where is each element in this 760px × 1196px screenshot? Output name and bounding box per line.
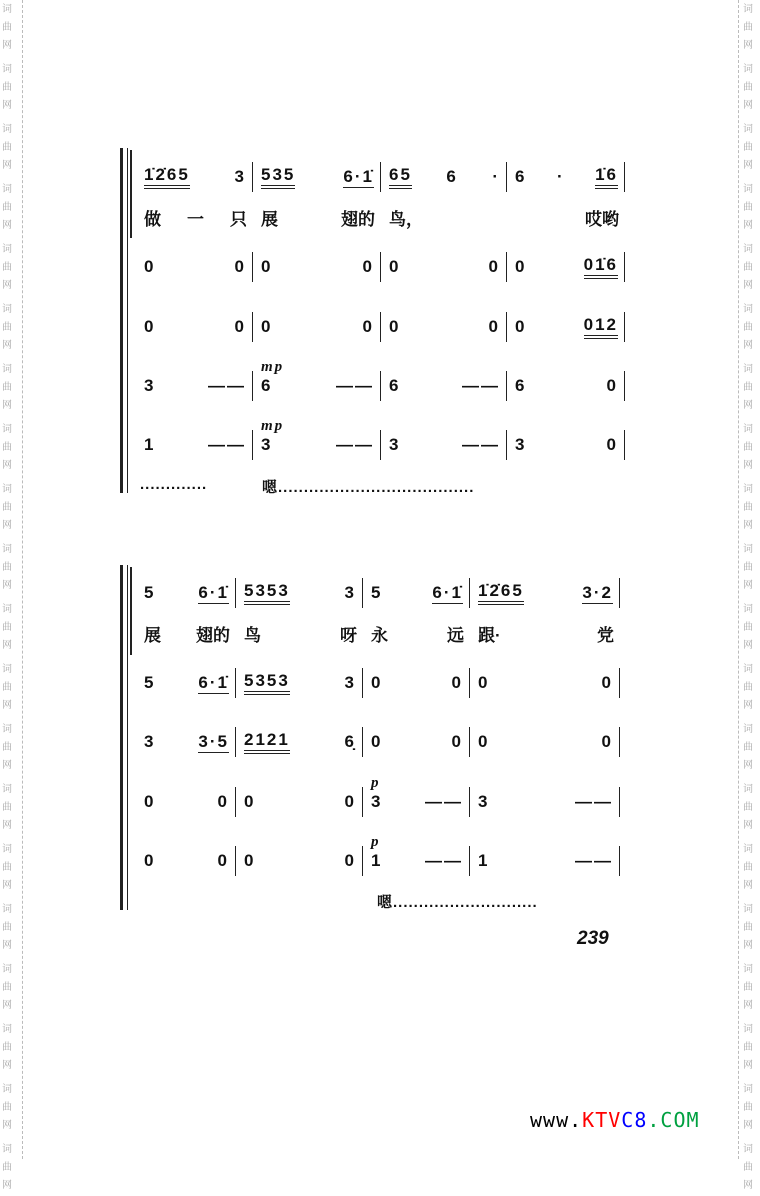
lyric-word: 鸟， xyxy=(389,209,423,229)
watermark-char: 词 xyxy=(2,364,12,375)
measure-1 xyxy=(136,162,253,192)
hum-lyric: 嗯............................ xyxy=(377,894,538,911)
note-group: 0 xyxy=(389,317,401,336)
measure-2 xyxy=(253,162,381,192)
watermark-char: 网 xyxy=(2,820,12,831)
note-group: 0 xyxy=(488,257,500,276)
measure-4 xyxy=(470,787,620,817)
watermark-char: 词 xyxy=(743,484,753,495)
measure-1 xyxy=(136,202,253,232)
measure-2 xyxy=(236,578,363,608)
note-group: 0 xyxy=(601,673,613,692)
watermark-char: 曲 xyxy=(743,982,753,993)
watermark-char: 曲 xyxy=(743,142,753,153)
watermark-char: 网 xyxy=(2,580,12,591)
watermark-char: 网 xyxy=(2,700,12,711)
watermark-char: 网 xyxy=(2,100,12,111)
watermark-char: 词 xyxy=(2,544,12,555)
sustain-dash: —— xyxy=(462,376,500,395)
watermark-char: 曲 xyxy=(743,442,753,453)
note-group: 0 xyxy=(261,317,273,336)
watermark-char: 曲 xyxy=(2,382,12,393)
watermark-char: 网 xyxy=(743,400,753,411)
watermark-char: 网 xyxy=(743,640,753,651)
measure-4 xyxy=(507,252,625,282)
watermark-char: 网 xyxy=(743,40,753,51)
lyric-word: 翅的 xyxy=(341,209,375,229)
watermark-char: 网 xyxy=(743,100,753,111)
note-group: 6 xyxy=(515,376,527,395)
note-group: 5353 xyxy=(244,671,290,695)
note-group: 6 xyxy=(515,167,527,186)
watermark-char: 词 xyxy=(743,604,753,615)
watermark-char: 词 xyxy=(2,184,12,195)
lyric-word: 哎哟 xyxy=(585,209,619,229)
site-logo-part: C8 xyxy=(621,1108,648,1132)
watermark-char: 词 xyxy=(743,844,753,855)
note-group: 3·5 xyxy=(198,731,229,751)
note-group: 1 xyxy=(478,851,490,870)
note-group: 0 xyxy=(244,851,256,870)
note-group: 0 xyxy=(515,257,527,276)
measure-3 xyxy=(381,312,507,342)
watermark-char: 词 xyxy=(2,1084,12,1095)
measure-4 xyxy=(470,727,620,757)
measure-2 xyxy=(253,312,381,342)
note-group: 5353 xyxy=(244,581,290,605)
watermark-char: 词 xyxy=(743,784,753,795)
measure-4 xyxy=(470,578,620,608)
dynamic-mark: mp xyxy=(261,359,285,375)
watermark-char: 词 xyxy=(743,1024,753,1035)
watermark-char: 曲 xyxy=(743,622,753,633)
note-group: 0 xyxy=(451,673,463,692)
note-group: 0 xyxy=(389,257,401,276)
watermark-char: 曲 xyxy=(2,862,12,873)
measure-3 xyxy=(363,578,470,608)
measure-2 xyxy=(253,418,381,460)
measure-2 xyxy=(236,618,363,648)
note-group: 535 xyxy=(261,165,295,189)
note-group: 6·1̇ xyxy=(343,166,374,186)
lyric-word: 党 xyxy=(597,625,614,645)
note-group: 3 xyxy=(478,792,490,811)
watermark-char: 曲 xyxy=(2,262,12,273)
watermark-char: 曲 xyxy=(2,202,12,213)
system-bracket xyxy=(120,565,128,910)
measure-1 xyxy=(136,618,236,648)
watermark-char: 曲 xyxy=(2,1042,12,1053)
watermark-char: 词 xyxy=(2,304,12,315)
watermark-char: 词 xyxy=(743,724,753,735)
watermark-char: 网 xyxy=(2,520,12,531)
watermark-char: 词 xyxy=(2,904,12,915)
watermark-char: 网 xyxy=(2,880,12,891)
lyrics-row xyxy=(136,618,620,648)
watermark-char: 曲 xyxy=(2,1162,12,1173)
watermark-char: 曲 xyxy=(743,1102,753,1113)
watermark-char: 词 xyxy=(2,424,12,435)
watermark-char: 网 xyxy=(743,460,753,471)
voice-4-row xyxy=(136,834,620,876)
note-group: 3 xyxy=(389,435,401,454)
note-group: 1 xyxy=(144,435,156,454)
margin-dashed-line xyxy=(22,0,23,1159)
voice-2-row xyxy=(136,312,625,342)
melody-brace xyxy=(130,567,132,655)
watermark-char: 词 xyxy=(743,64,753,75)
dynamic-mark: p xyxy=(371,775,381,791)
watermark-char: 曲 xyxy=(743,382,753,393)
watermark-char: 词 xyxy=(2,1144,12,1155)
margin-dashed-line xyxy=(738,0,739,1159)
measure-3 xyxy=(363,668,470,698)
note-group: 0 xyxy=(144,317,156,336)
sustain-dash: —— xyxy=(208,435,246,454)
watermark-char: 词 xyxy=(743,364,753,375)
watermark-char: 曲 xyxy=(743,82,753,93)
watermark-char: 词 xyxy=(2,724,12,735)
watermark-char: 网 xyxy=(743,880,753,891)
note-group: 3·2 xyxy=(582,582,613,602)
note-group: 6·1̇ xyxy=(198,582,229,602)
note-group: · xyxy=(556,167,565,186)
measure-4 xyxy=(470,668,620,698)
note-group: 6̣ xyxy=(344,732,356,751)
note-group: 5 xyxy=(371,583,383,602)
watermark-char: 曲 xyxy=(743,1162,753,1173)
measure-4 xyxy=(507,162,625,192)
watermark-char: 曲 xyxy=(2,502,12,513)
note-group: 0 xyxy=(217,792,229,811)
lyric-word: 做 xyxy=(144,209,161,229)
note-group: 65 xyxy=(389,165,412,189)
note-group: p 1 xyxy=(371,834,383,870)
measure-2 xyxy=(253,202,381,232)
measure-3 xyxy=(363,727,470,757)
note-group: 0 xyxy=(144,257,156,276)
lyric-word: 展 xyxy=(261,209,278,229)
watermark-char: 曲 xyxy=(743,202,753,213)
watermark-char: 曲 xyxy=(743,922,753,933)
system-bracket xyxy=(120,148,128,493)
lyric-word: 只 xyxy=(230,209,247,229)
watermark-char: 曲 xyxy=(2,442,12,453)
measure-3 xyxy=(363,618,470,648)
note-group: 0 xyxy=(344,851,356,870)
sustain-dash: —— xyxy=(208,376,246,395)
sustain-dash: —— xyxy=(425,792,463,811)
watermark-char: 网 xyxy=(743,760,753,771)
watermark-char: 网 xyxy=(2,940,12,951)
note-group: 1̇2̇65 xyxy=(478,581,524,605)
lyrics-row xyxy=(136,202,625,232)
measure-2 xyxy=(236,787,363,817)
watermark-char: 曲 xyxy=(743,22,753,33)
lyric-word: 永 xyxy=(371,625,388,645)
watermark-char: 网 xyxy=(743,940,753,951)
watermark-char: 网 xyxy=(743,1120,753,1131)
note-group: 0 xyxy=(244,792,256,811)
note-group: mp 3 xyxy=(261,418,285,454)
watermark-char: 网 xyxy=(2,1120,12,1131)
note-group: mp 6 xyxy=(261,359,285,395)
note-group: 0 xyxy=(451,732,463,751)
sustain-dash: —— xyxy=(575,792,613,811)
watermark-char: 曲 xyxy=(2,982,12,993)
sustain-dash: —— xyxy=(575,851,613,870)
measure-3 xyxy=(381,202,507,232)
note-group: 6·1̇ xyxy=(198,672,229,692)
note-group: 012 xyxy=(584,315,618,339)
measure-4 xyxy=(507,312,625,342)
note-group: 3 xyxy=(515,435,527,454)
melody-brace xyxy=(130,150,132,238)
note-group: 0 xyxy=(234,317,246,336)
lyric-word: 跟· xyxy=(478,625,501,645)
watermark-char: 曲 xyxy=(743,262,753,273)
watermark-char: 词 xyxy=(2,1024,12,1035)
watermark-char: 曲 xyxy=(2,562,12,573)
watermark-char: 曲 xyxy=(743,502,753,513)
note-group: 0 xyxy=(362,317,374,336)
note-group: 0 xyxy=(515,317,527,336)
watermark-char: 网 xyxy=(743,1180,753,1191)
note-group: 0 xyxy=(144,792,156,811)
watermark-char: 曲 xyxy=(2,922,12,933)
watermark-char: 曲 xyxy=(743,562,753,573)
watermark-char: 网 xyxy=(743,340,753,351)
watermark-char: 词 xyxy=(743,1144,753,1155)
note-group: 5 xyxy=(144,583,156,602)
lyric-word: 翅的 xyxy=(196,625,230,645)
watermark-char: 词 xyxy=(2,784,12,795)
note-group: 0 xyxy=(606,376,618,395)
watermark-char: 曲 xyxy=(2,622,12,633)
measure-1 xyxy=(136,668,236,698)
lyric-word: 呀 xyxy=(340,625,357,645)
measure-1 xyxy=(136,846,236,876)
watermark-char: 词 xyxy=(743,664,753,675)
measure-1 xyxy=(136,578,236,608)
melody-row xyxy=(136,578,620,608)
watermark-char: 网 xyxy=(743,1000,753,1011)
lyric-word: 鸟 xyxy=(244,625,261,645)
measure-3 xyxy=(363,834,470,876)
watermark-char: 词 xyxy=(743,1084,753,1095)
note-group: 0 xyxy=(371,732,383,751)
lyric-word: 一 xyxy=(187,209,204,229)
note-group: 6·1̇ xyxy=(432,582,463,602)
note-group: 0 xyxy=(478,732,490,751)
watermark-char: 网 xyxy=(2,40,12,51)
note-group: 0 xyxy=(234,257,246,276)
watermark-char: 网 xyxy=(2,400,12,411)
watermark-char: 曲 xyxy=(2,1102,12,1113)
watermark-char: 网 xyxy=(743,580,753,591)
measure-3 xyxy=(381,252,507,282)
measure-4 xyxy=(507,202,625,232)
watermark-char: 网 xyxy=(743,1060,753,1071)
measure-2 xyxy=(236,846,363,876)
note-group: 3 xyxy=(234,167,246,186)
watermark-char: 词 xyxy=(743,4,753,15)
note-group: 01̇6 xyxy=(584,255,618,279)
note-group: 3 xyxy=(144,376,156,395)
note-group: 3 xyxy=(144,732,156,751)
watermark-char: 词 xyxy=(2,64,12,75)
note-group: · xyxy=(492,167,500,186)
watermark-char: 曲 xyxy=(743,862,753,873)
watermark-char: 曲 xyxy=(2,682,12,693)
watermark-char: 曲 xyxy=(743,1042,753,1053)
watermark-char: 词 xyxy=(2,4,12,15)
measure-1 xyxy=(136,430,253,460)
note-group: 0 xyxy=(144,851,156,870)
measure-2 xyxy=(253,252,381,282)
watermark-char: 曲 xyxy=(2,142,12,153)
note-group: p 3 xyxy=(371,775,383,811)
note-group: 1̇2̇65 xyxy=(144,165,190,189)
note-group: 0 xyxy=(371,673,383,692)
watermark-char: 曲 xyxy=(743,742,753,753)
note-group: 0 xyxy=(362,257,374,276)
note-group: 5 xyxy=(144,673,156,692)
voice-2-row xyxy=(136,727,620,757)
site-logo-part: .COM xyxy=(647,1108,700,1132)
voice-3-row xyxy=(136,359,625,401)
sustain-dash: —— xyxy=(425,851,463,870)
watermark-char: 网 xyxy=(743,280,753,291)
watermark-char: 网 xyxy=(743,520,753,531)
watermark-char: 词 xyxy=(2,604,12,615)
note-group: 2121 xyxy=(244,730,290,754)
watermark-char: 词 xyxy=(743,124,753,135)
note-group: 0 xyxy=(606,435,618,454)
watermark-char: 网 xyxy=(2,1180,12,1191)
site-logo-part: www. xyxy=(530,1108,583,1132)
note-group: 3 xyxy=(344,673,356,692)
measure-3 xyxy=(363,775,470,817)
watermark-char: 词 xyxy=(2,664,12,675)
measure-1 xyxy=(136,312,253,342)
note-group: 6 xyxy=(389,376,401,395)
note-group: 0 xyxy=(344,792,356,811)
watermark-char: 网 xyxy=(2,1060,12,1071)
lyric-word: 展 xyxy=(144,625,161,645)
site-watermark-logo xyxy=(530,1108,700,1132)
watermark-char: 曲 xyxy=(2,82,12,93)
voice-1-row xyxy=(136,252,625,282)
sustain-dash: —— xyxy=(462,435,500,454)
watermark-char: 词 xyxy=(2,484,12,495)
watermark-char: 词 xyxy=(2,124,12,135)
watermark-char: 曲 xyxy=(743,802,753,813)
watermark-char: 网 xyxy=(2,460,12,471)
watermark-char: 曲 xyxy=(2,322,12,333)
melody-row xyxy=(136,162,625,192)
hum-dots: ............. xyxy=(140,476,208,493)
sustain-dash: —— xyxy=(336,376,374,395)
note-group: 3 xyxy=(344,583,356,602)
note-group: 6 xyxy=(446,167,458,186)
watermark-char: 网 xyxy=(2,160,12,171)
watermark-char: 曲 xyxy=(743,322,753,333)
measure-1 xyxy=(136,252,253,282)
watermark-char: 网 xyxy=(2,760,12,771)
watermark-char: 词 xyxy=(2,964,12,975)
note-group: 0 xyxy=(261,257,273,276)
voice-3-row xyxy=(136,775,620,817)
dynamic-mark: mp xyxy=(261,418,285,434)
measure-1 xyxy=(136,727,236,757)
sustain-dash: —— xyxy=(336,435,374,454)
watermark-char: 曲 xyxy=(2,742,12,753)
watermark-char: 词 xyxy=(743,184,753,195)
measure-3 xyxy=(381,430,507,460)
watermark-char: 词 xyxy=(2,844,12,855)
lyric-word: 远 xyxy=(447,625,464,645)
watermark-char: 网 xyxy=(2,640,12,651)
watermark-char: 词 xyxy=(743,904,753,915)
watermark-char: 词 xyxy=(743,304,753,315)
measure-3 xyxy=(381,371,507,401)
watermark-char: 曲 xyxy=(2,802,12,813)
watermark-char: 网 xyxy=(743,820,753,831)
note-group: 1̇6 xyxy=(595,165,618,189)
measure-2 xyxy=(236,668,363,698)
note-group: 0 xyxy=(488,317,500,336)
note-group: 0 xyxy=(217,851,229,870)
watermark-char: 词 xyxy=(743,544,753,555)
measure-4 xyxy=(470,846,620,876)
measure-4 xyxy=(470,618,620,648)
watermark-char: 网 xyxy=(2,340,12,351)
measure-1 xyxy=(136,787,236,817)
watermark-char: 网 xyxy=(743,700,753,711)
note-group: 0 xyxy=(478,673,490,692)
note-group: 0 xyxy=(601,732,613,751)
measure-4 xyxy=(507,430,625,460)
page-number: 239 xyxy=(577,928,609,949)
watermark-char: 词 xyxy=(2,244,12,255)
measure-1 xyxy=(136,371,253,401)
voice-4-row xyxy=(136,418,625,460)
watermark-char: 词 xyxy=(743,424,753,435)
voice-1-row xyxy=(136,668,620,698)
dynamic-mark: p xyxy=(371,834,381,850)
watermark-char: 词 xyxy=(743,964,753,975)
watermark-char: 网 xyxy=(743,220,753,231)
measure-2 xyxy=(236,727,363,757)
measure-4 xyxy=(507,371,625,401)
watermark-char: 网 xyxy=(2,220,12,231)
watermark-char: 曲 xyxy=(743,682,753,693)
watermark-char: 网 xyxy=(2,280,12,291)
watermark-char: 网 xyxy=(743,160,753,171)
site-logo-part: KTV xyxy=(582,1108,622,1132)
watermark-char: 曲 xyxy=(2,22,12,33)
measure-2 xyxy=(253,359,381,401)
watermark-char: 词 xyxy=(743,244,753,255)
watermark-char: 网 xyxy=(2,1000,12,1011)
measure-3 xyxy=(381,162,507,192)
hum-lyric: 嗯...................................... xyxy=(262,479,475,496)
